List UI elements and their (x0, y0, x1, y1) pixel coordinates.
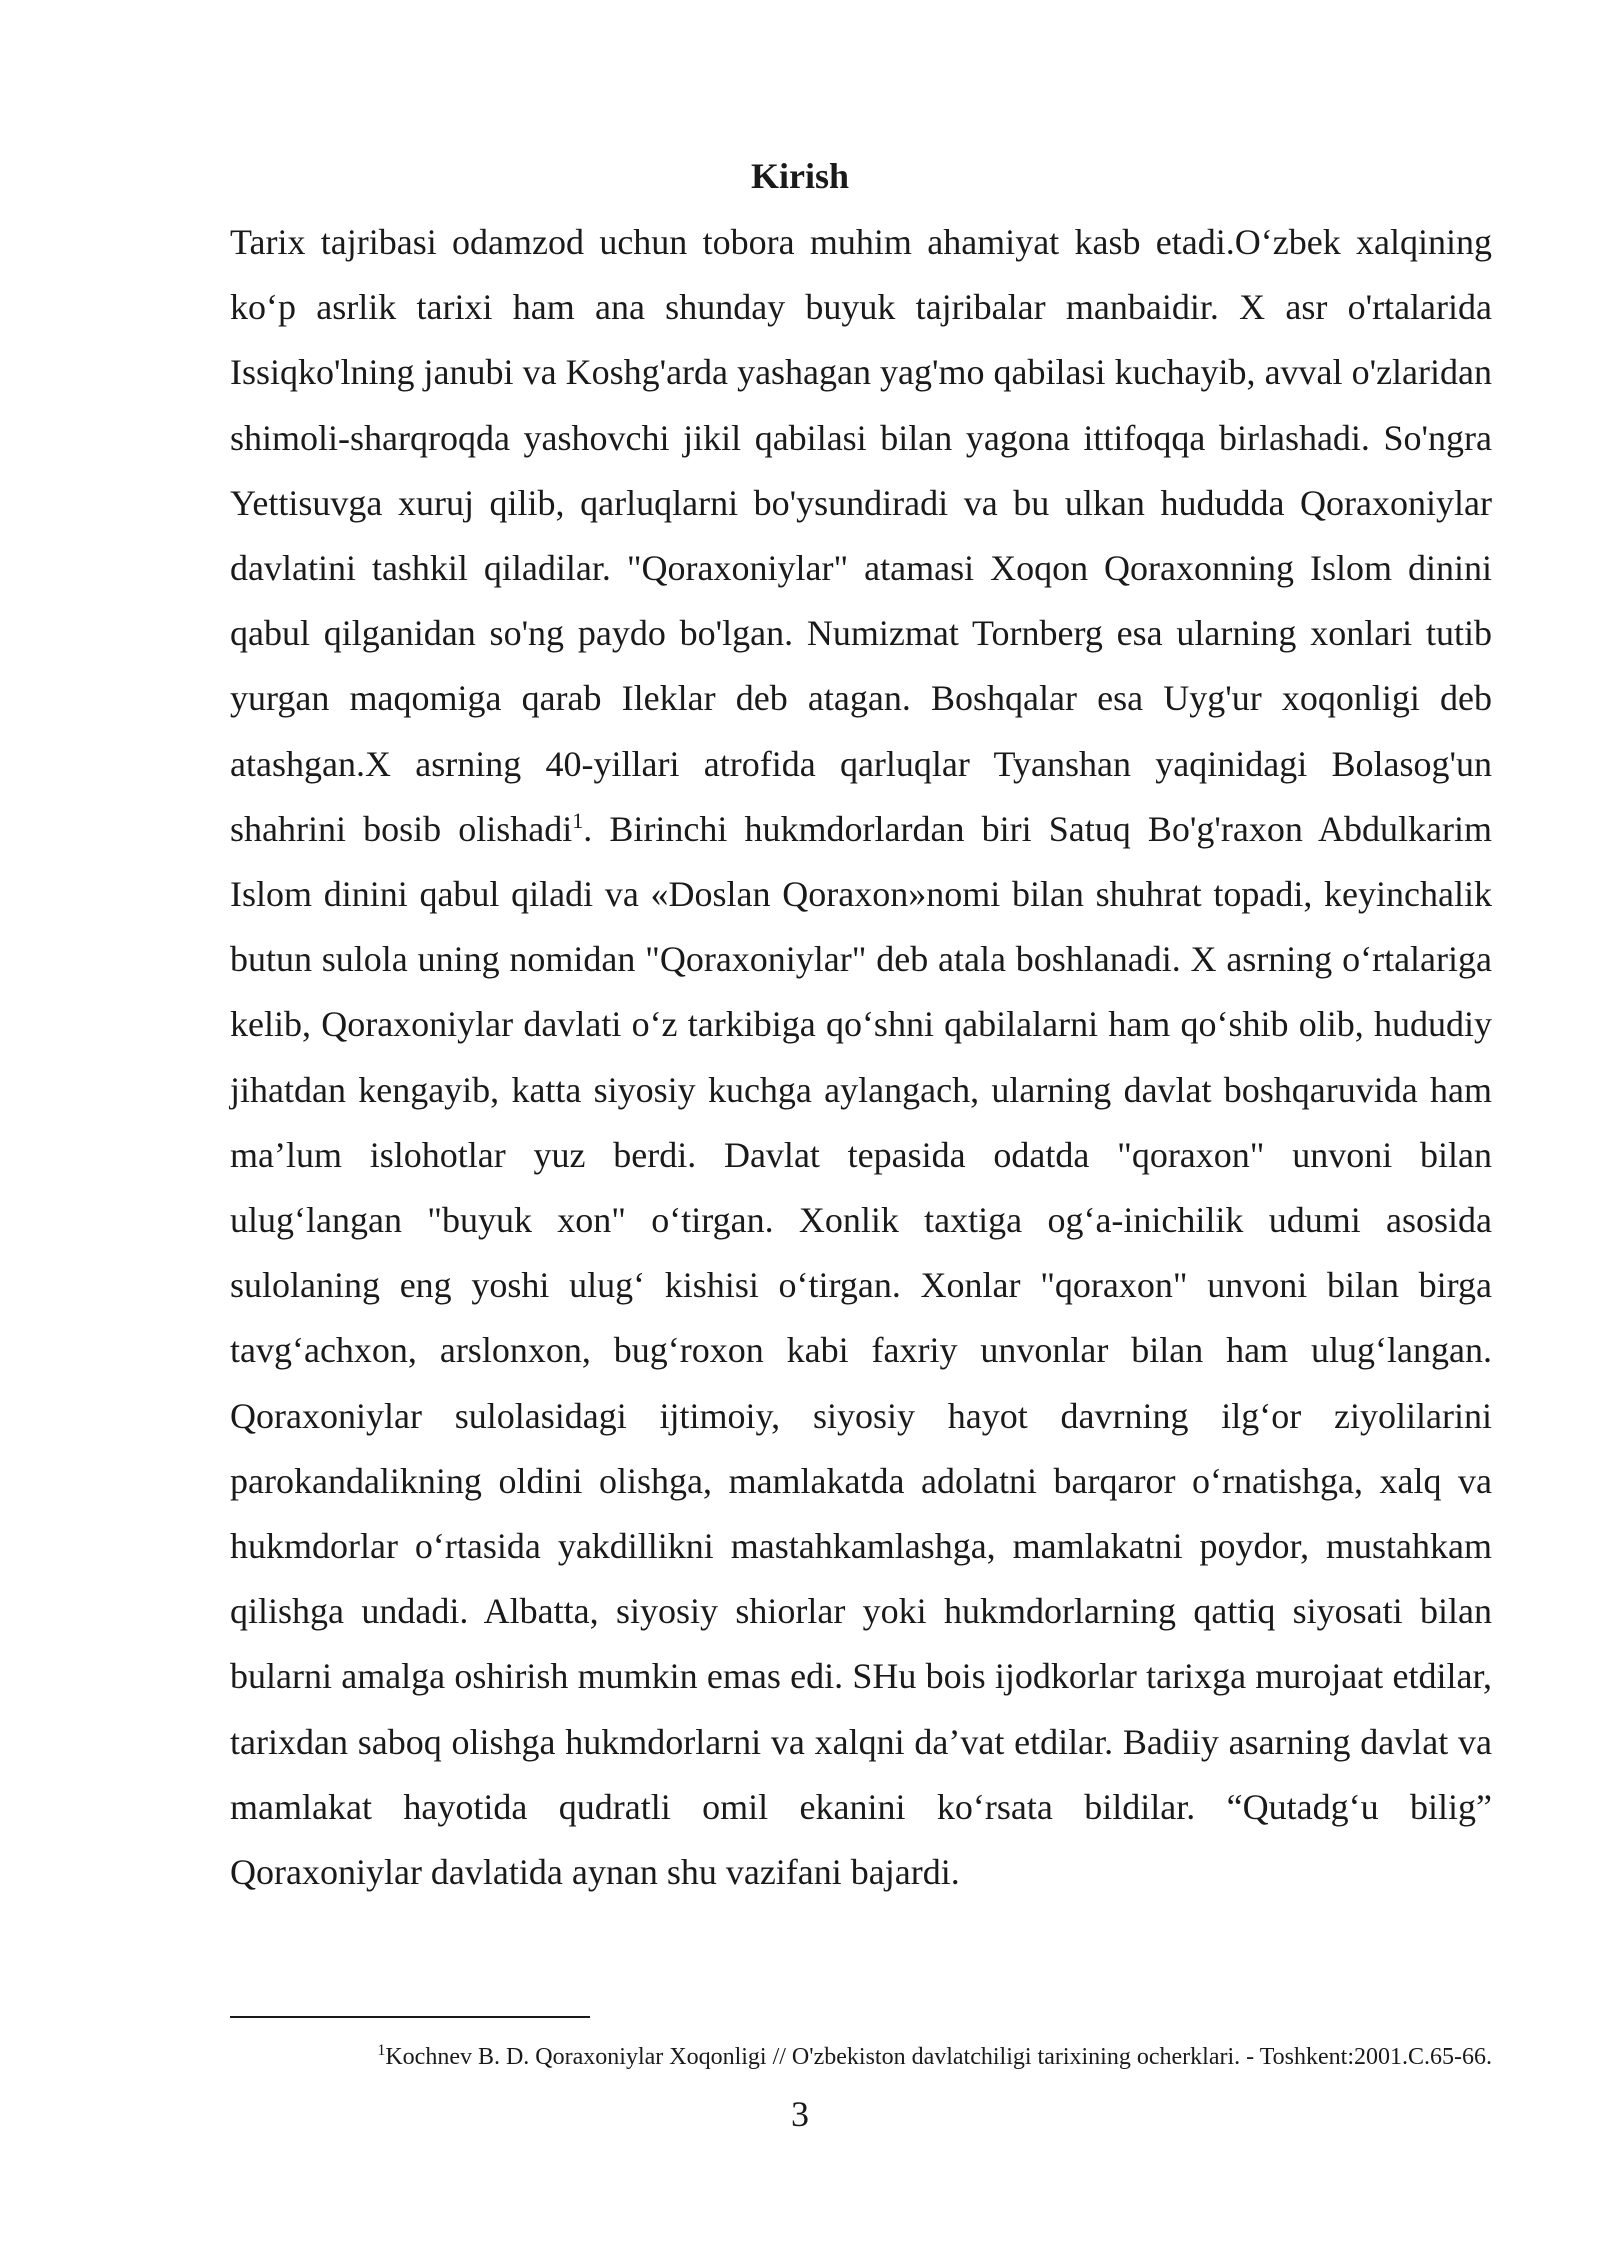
page-title: Kirish (750, 156, 849, 196)
page-number: 3 (791, 2094, 809, 2134)
footnote-text: Kochnev B. D. Qoraxoniylar Xoqonligi // O'zbekiston davlatchiligi tarixining ocherklari. - Toshkent:2001.C.65-66. (385, 2044, 1492, 2070)
body-text-part-2: . Birinchi hukmdorlardan biri Satuq Bo'g'raxon Abdulkarim Islom dinini qabul qiladi va «Doslan Qoraxon»nomi bilan shuhrat topadi, keyinchalik butun sulola uning nomidan "Qoraxoniylar" deb atala boshlanadi. X asrning o‘rtalariga kelib, Qoraxoniylar davlati o‘z tarkibiga qo‘shni qabilalarni ham qo‘shib olib, hududiy jihatdan kengayib, katta siyosiy kuchga aylangach, ularning davlat boshqaruvida ham ma’lum islohotlar yuz berdi. Davlat tepasida odatda "qoraxon" unvoni bilan ulug‘langan "buyuk xon" o‘tirgan. Xonlik taxtiga og‘a-inichilik udumi asosida sulolaning eng yoshi ulug‘ kishisi o‘tirgan. Xonlar "qoraxon" unvoni bilan birga tavg‘achxon, arslonxon, bug‘roxon kabi faxriy unvonlar bilan ham ulug‘langan. Qoraxoniylar sulolasidagi ijtimoiy, siyosiy hayot davrning ilg‘or ziyolilarini parokandalikning oldini olishga, mamlakatda adolatni barqaror o‘rnatishga, xalq va hukmdorlar o‘rtasida yakdillikni mastahkamlashga, mamlakatni poydor, mustahkam qilishga undadi. Albatta, siyosiy shiorlar yoki hukmdorlarning qattiq siyosati bilan bularni amalga oshirish mumkin emas edi. SHu bois ijodkorlar tarixga murojaat etdilar, tarixdan saboq olishga hukmdorlarni va xalqni da’vat etdilar. Badiiy asarning davlat va mamlakat hayotida qudratli omil ekanini ko‘rsata bildilar. “Qutadg‘u bilig” Qoraxoniylar davlatida aynan shu vazifani bajardi. (230, 808, 1492, 1893)
footnote (230, 2040, 1492, 2074)
body-paragraph (230, 210, 1492, 1905)
body-text-part-1: Tarix tajribasi odamzod uchun tobora muhim ahamiyat kasb etadi.O‘zbek xalqining ko‘p asrlik tarixi ham ana shunday buyuk tajribalar manbaidir. X asr o'rtalarida Issiqko'lning janubi va Koshg'arda yashagan yag'mo qabilasi kuchayib, avval o'zlaridan shimoli-sharqroqda yashovchi jikil qabilasi bilan yagona ittifoqqa birlashadi. So'ngra Yettisuvga xuruj qilib, qarluqlarni bo'ysundiradi va bu ulkan hududda Qoraxoniylar davlatini tashkil qiladilar. "Qoraxoniylar" atamasi Xoqon Qoraxonning Islom dinini qabul qilganidan so'ng paydo bo'lgan. Numizmat Tornberg esa ularning xonlari tutib yurgan maqomiga qarab Ileklar deb atagan. Boshqalar esa Uyg'ur xoqonligi deb atashgan.X asrning 40-yillari atrofida qarluqlar Tyanshan yaqinidagi Bolasog'un shahrini bosib olishadi (230, 222, 1492, 849)
footnote-marker: 1 (377, 2042, 386, 2059)
footnote-reference: 1 (572, 807, 584, 833)
footnote-separator (230, 2016, 590, 2018)
